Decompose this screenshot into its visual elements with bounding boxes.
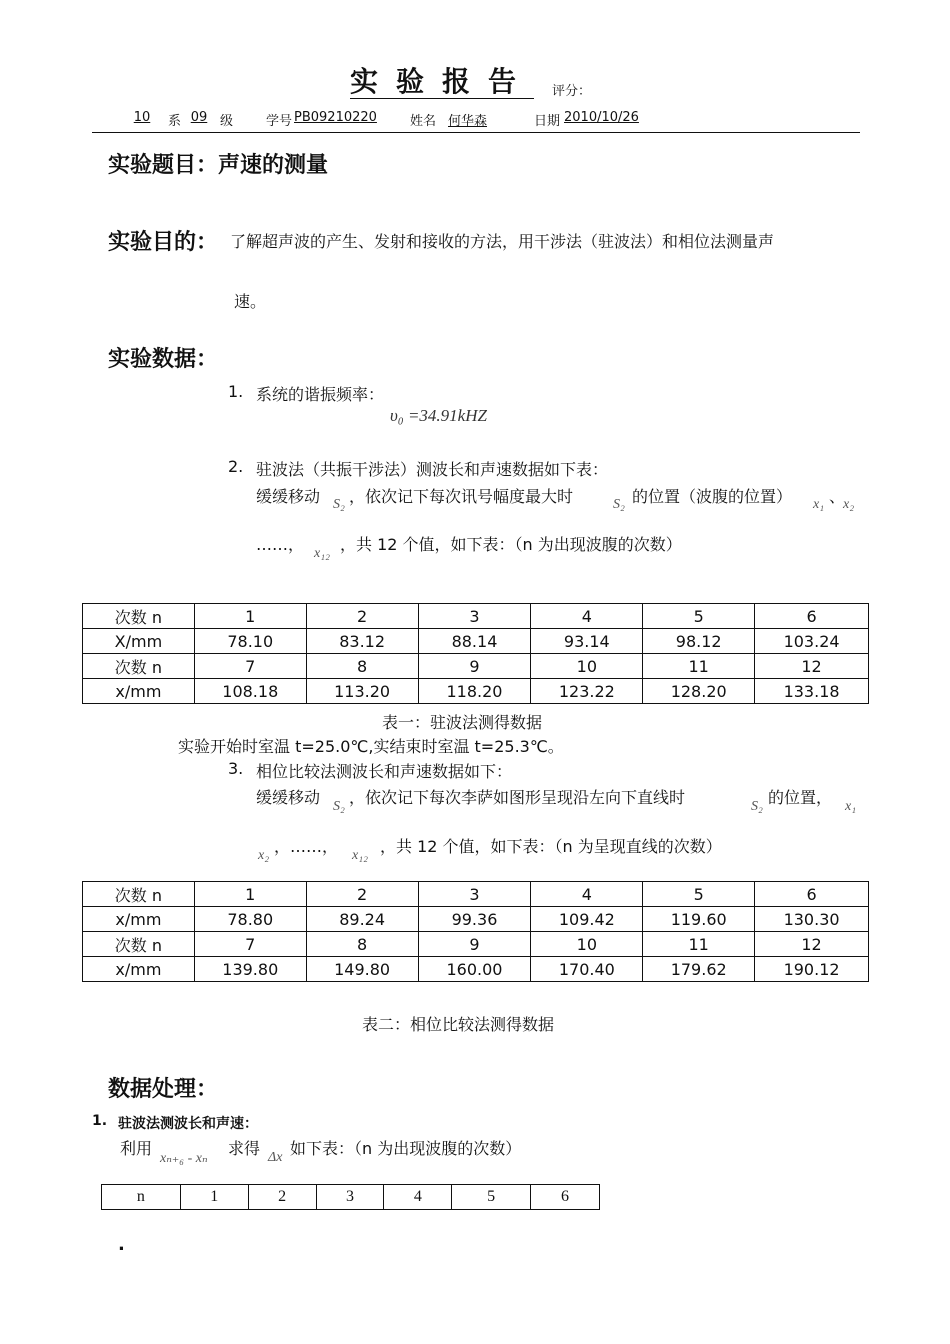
table-cell: x/mm (83, 907, 195, 932)
item2-text: 驻波法（共振干涉法）测波长和声速数据如下表： (256, 460, 609, 479)
processing-formula: xₙ₊₆ - xₙ (160, 1151, 208, 1166)
processing-line-a: 利用 (120, 1139, 153, 1158)
table-cell: 109.42 (531, 907, 643, 932)
item2-x2: x₂ (843, 497, 855, 512)
date-label: 日期 (534, 114, 561, 129)
table-cell: 118.20 (418, 679, 531, 704)
table-cell: 3 (418, 882, 531, 907)
table-cell: 133.18 (755, 679, 869, 704)
item2-line3b: ，共 12 个值，如下表：（n 为出现波腹的次数） (340, 535, 682, 554)
table-cell: 2 (306, 604, 418, 629)
item3-line2b: ，依次记下每次李萨如图形呈现沿左向下直线时 (349, 788, 686, 807)
table-row (83, 907, 869, 932)
table-row (83, 604, 869, 629)
table-cell: 9 (418, 932, 531, 957)
topic-heading: 实验题目：声速的测量 (108, 153, 329, 178)
item3-line3b: ，共 12 个值，如下表：（n 为呈现直线的次数） (380, 837, 722, 856)
table-row (83, 932, 869, 957)
item3-line2c: 的位置， (768, 788, 833, 807)
item2-line3a: ……， (256, 535, 305, 554)
table-cell: 4 (384, 1185, 452, 1210)
grade-value: 09 (190, 110, 208, 125)
id-label: 学号 (266, 114, 293, 129)
table-cell: 7 (194, 654, 306, 679)
item2-x1: x₁ (813, 497, 825, 512)
table-cell: 12 (755, 932, 869, 957)
table-cell: 160.00 (418, 957, 531, 982)
table-cell: 149.80 (306, 957, 418, 982)
purpose-line2: 速。 (234, 292, 267, 311)
table-cell: 78.10 (194, 629, 306, 654)
table-cell: 88.14 (418, 629, 531, 654)
table-cell: 170.40 (531, 957, 643, 982)
item1-num: 1. (228, 382, 244, 401)
processing-sub1-text: 驻波法测波长和声速： (118, 1116, 258, 1132)
topic-text: 声速的测量 (218, 153, 329, 178)
table-cell: 6 (531, 1185, 600, 1210)
table-cell: 3 (316, 1185, 384, 1210)
table-cell: 2 (248, 1185, 316, 1210)
table-cell: 次数 n (83, 882, 195, 907)
dept-value: 10 (133, 110, 151, 125)
table-row (83, 629, 869, 654)
table-cell: 5 (452, 1185, 531, 1210)
table-cell: 98.12 (643, 629, 755, 654)
table-cell: 次数 n (83, 932, 195, 957)
report-title: 实验报告 (350, 65, 535, 98)
processing-line-b: 求得 (228, 1139, 261, 1158)
table-cell: 10 (531, 654, 643, 679)
table-cell: n (102, 1185, 181, 1210)
processing-line-c: 如下表：（n 为出现波腹的次数） (290, 1139, 522, 1158)
table-cell: 99.36 (418, 907, 531, 932)
table-cell: 89.24 (306, 907, 418, 932)
table1-caption: 表一：驻波法测得数据 (382, 713, 543, 732)
grade-label: 级 (220, 114, 234, 129)
table-row (102, 1185, 600, 1210)
item3-s2a: S₂ (333, 799, 345, 814)
table-cell: 次数 n (83, 654, 195, 679)
table-cell: 8 (306, 654, 418, 679)
table-cell: 4 (531, 604, 643, 629)
item2-s2b: S₂ (613, 497, 625, 512)
table-cell: x/mm (83, 679, 195, 704)
table-cell: 10 (531, 932, 643, 957)
table-cell: 78.80 (194, 907, 306, 932)
frequency-formula: υ₀ =34.91kHZ (390, 406, 487, 425)
item3-x1: x₁ (845, 799, 857, 814)
purpose-heading: 实验目的： (108, 230, 219, 255)
standing-wave-table (82, 603, 869, 704)
wavelength-table (101, 1184, 600, 1210)
item2-s2a: S₂ (333, 497, 345, 512)
table-cell: 次数 n (83, 604, 195, 629)
item2-line2a: 缓缓移动 (256, 487, 321, 506)
item3-x12: x₁₂ (352, 848, 368, 863)
item3-text: 相位比较法测波长和声速数据如下： (256, 762, 513, 781)
table-cell: 7 (194, 932, 306, 957)
table2-caption: 表二：相位比较法测得数据 (362, 1015, 555, 1034)
table-cell: 1 (194, 604, 306, 629)
score-label: 评分： (552, 84, 592, 99)
item2-sep: 、 (829, 487, 846, 506)
name-label: 姓名 (410, 114, 437, 129)
item3-s2b: S₂ (751, 799, 763, 814)
processing-delta: Δx (268, 1150, 283, 1165)
table-cell: 6 (755, 604, 869, 629)
phase-comparison-table (82, 881, 869, 982)
table-cell: 93.14 (531, 629, 643, 654)
table-cell: 1 (180, 1185, 248, 1210)
item3-line2a: 缓缓移动 (256, 788, 321, 807)
table-row (83, 654, 869, 679)
table-cell: 113.20 (306, 679, 418, 704)
table-cell: 3 (418, 604, 531, 629)
table-cell: 123.22 (531, 679, 643, 704)
table-cell: 11 (643, 654, 755, 679)
date-value: 2010/10/26 (564, 110, 639, 125)
item3-line3a: ，……， (274, 837, 339, 856)
table-row (83, 679, 869, 704)
temperature-note: 实验开始时室温 t=25.0℃,实结束时室温 t=25.3℃。 (178, 737, 564, 756)
table-cell: 8 (306, 932, 418, 957)
name-value: 何华森 (448, 114, 488, 129)
processing-sub1-num: 1. (92, 1113, 108, 1129)
table-cell: 83.12 (306, 629, 418, 654)
table-cell: 108.18 (194, 679, 306, 704)
table-cell: 5 (643, 604, 755, 629)
table-cell: 5 (643, 882, 755, 907)
table-cell: 9 (418, 654, 531, 679)
table-cell: 1 (194, 882, 306, 907)
table-cell: 6 (755, 882, 869, 907)
data-heading: 实验数据： (108, 347, 219, 372)
table-cell: 139.80 (194, 957, 306, 982)
table-cell: 119.60 (643, 907, 755, 932)
item2-num: 2. (228, 457, 244, 476)
table-cell: x/mm (83, 957, 195, 982)
table-cell: 128.20 (643, 679, 755, 704)
table-cell: 11 (643, 932, 755, 957)
item2-line2b: ，依次记下每次讯号幅度最大时 (349, 487, 574, 506)
table-cell: 190.12 (755, 957, 869, 982)
item1-text: 系统的谐振频率： (256, 385, 385, 404)
table-cell: 103.24 (755, 629, 869, 654)
trailing-mark: . (118, 1234, 125, 1255)
header-rule (92, 132, 860, 133)
item3-x2: x₂ (258, 848, 270, 863)
table-cell: 130.30 (755, 907, 869, 932)
table-cell: 2 (306, 882, 418, 907)
item2-line2c: 的位置（波腹的位置） (632, 487, 793, 506)
processing-heading: 数据处理： (108, 1077, 219, 1102)
table-cell: 12 (755, 654, 869, 679)
table-row (83, 957, 869, 982)
dept-label: 系 (168, 114, 182, 129)
table-row (83, 882, 869, 907)
table-cell: 4 (531, 882, 643, 907)
table-cell: 179.62 (643, 957, 755, 982)
table-cell: X/mm (83, 629, 195, 654)
item3-num: 3. (228, 759, 244, 778)
purpose-line1: 了解超声波的产生、发射和接收的方法，用干涉法（驻波法）和相位法测量声 (230, 232, 775, 251)
id-value: PB09210220 (294, 110, 377, 125)
item2-x12: x₁₂ (314, 546, 330, 561)
